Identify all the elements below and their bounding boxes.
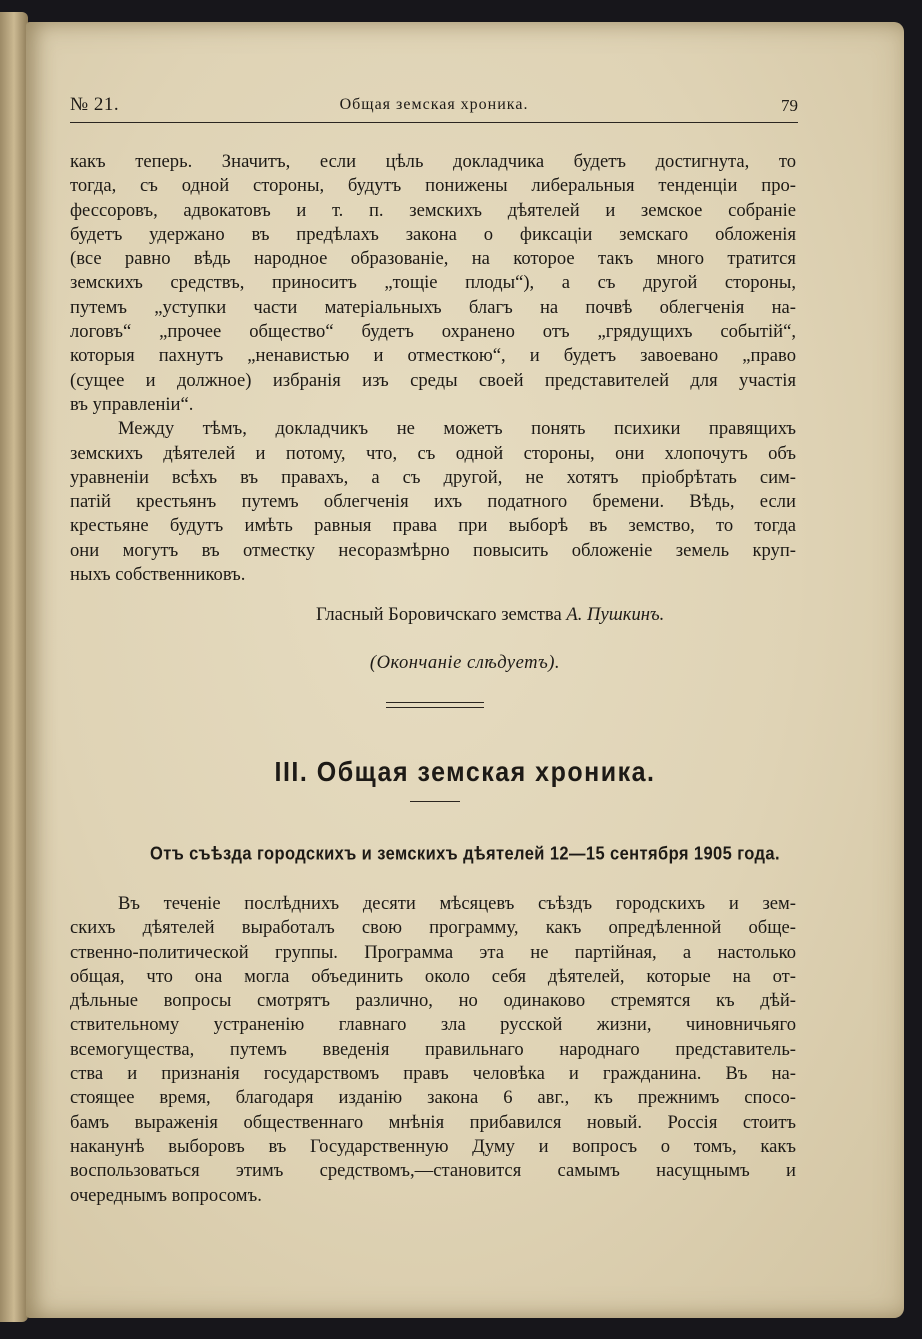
text-line: воспользоваться этимъ средствомъ,—становится самымъ насущнымъ и <box>70 1160 796 1182</box>
title-rule <box>410 801 460 802</box>
text-line: дѣльные вопросы смотрятъ различно, но одинаково стремятся къ дѣй- <box>70 990 796 1012</box>
text-line: земскихъ дѣятелей и потому, что, съ одной стороны, они хлопочутъ объ <box>70 442 796 464</box>
text-line: уравненіи всѣхъ въ правахъ, а съ другой, не хотятъ пріобрѣтать сим- <box>70 466 796 488</box>
text-line: крестьяне будутъ имѣть равныя права при выборѣ въ земство, то тогда <box>70 515 796 537</box>
section-paragraph <box>70 892 796 1208</box>
text-line: которыя пахнутъ „ненавистью и отместкою“, и будетъ завоевано „право <box>70 345 796 367</box>
text-line: ственно-политической группы. Программа эта не партійная, а настолько <box>70 941 796 963</box>
journal-page <box>26 22 904 1318</box>
text-line: всемогущества, путемъ введенія правильнаго народнаго представитель- <box>70 1038 796 1060</box>
text-line: какъ теперь. Значитъ, если цѣль докладчика будетъ достигнута, то <box>70 151 796 172</box>
author-signature <box>316 604 664 626</box>
article-continuation <box>70 150 796 587</box>
text-line: (все равно вѣдь народное образованіе, на которое такъ много тратится <box>70 248 796 270</box>
issue-number: № 21. <box>70 94 120 115</box>
running-title: Общая земская хроника. <box>339 96 529 113</box>
signature-name: А. Пушкинъ. <box>566 604 665 625</box>
text-line: путемъ „уступки части матеріальныхъ благъ на почвѣ облегченія на- <box>70 296 796 318</box>
page-number: 79 <box>781 96 798 115</box>
previous-page-edge <box>0 12 28 1322</box>
text-line: Въ теченіе послѣднихъ десяти мѣсяцевъ съѣздъ городскихъ и зем- <box>118 893 796 914</box>
text-line: ныхъ собственниковъ. <box>70 564 246 586</box>
section-body <box>70 892 796 1208</box>
section-divider <box>386 702 484 708</box>
subsection-title: Отъ съѣзда городскихъ и земскихъ дѣятелей 12—15 сентября 1905 года. <box>150 843 780 865</box>
text-line: логовъ“ „прочее общество“ будетъ охранено отъ „грядущихъ событій“, <box>70 321 796 343</box>
text-line: въ управленіи“. <box>70 393 194 415</box>
text-line: тогда, съ одной стороны, будутъ понижены либеральныя тенденціи про- <box>70 175 796 197</box>
paragraph-1 <box>70 150 796 417</box>
text-line: бамъ выраженія общественнаго мнѣнія прибавился новый. Россія стоитъ <box>70 1111 796 1133</box>
paragraph-2 <box>70 417 796 587</box>
text-line: будетъ удержано въ предѣлахъ закона о фиксаціи земскаго обложенія <box>70 223 796 245</box>
text-line: патій крестьянъ путемъ облегченія ихъ податного бремени. Вѣдь, если <box>70 491 796 513</box>
header-rule <box>70 122 798 123</box>
continued-note: (Окончаніе слѣдуетъ). <box>369 652 561 673</box>
text-line: фессоровъ, адвокатовъ и т. п. земскихъ дѣятелей и земское собраніе <box>70 199 796 221</box>
text-line: Между тѣмъ, докладчикъ не можетъ понять психики правящихъ <box>118 418 796 440</box>
text-line: наканунѣ выборовъ въ Государственную Думу и вопросъ о томъ, какъ <box>70 1135 796 1157</box>
section-title: III. Общая земская хроника. <box>274 756 656 788</box>
text-line: общая, что она могла объединить около себя дѣятелей, которые на от- <box>70 965 796 987</box>
text-line: земскихъ средствъ, приноситъ „тощіе плоды“), а съ другой стороны, <box>70 272 796 294</box>
text-line: ства и признанія государствомъ правъ человѣка и гражданина. Въ на- <box>70 1063 796 1085</box>
text-line: они могутъ въ отместку несоразмѣрно повысить обложеніе земель круп- <box>70 539 796 561</box>
running-header <box>70 94 798 122</box>
text-line: ствительному устраненію главнаго зла русской жизни, чиновничьяго <box>70 1014 796 1036</box>
text-line: скихъ дѣятелей выработалъ свою программу, какъ опредѣленной обще- <box>70 917 796 939</box>
text-line: (сущее и должное) избранія изъ среды своей представителей для участія <box>70 369 796 391</box>
text-line: очереднымъ вопросомъ. <box>70 1184 262 1206</box>
text-line: стоящее время, благодаря изданію закона 6 авг., къ прежнимъ спосо- <box>70 1087 796 1109</box>
signature-prefix: Гласный Боровичскаго земства <box>316 604 562 625</box>
